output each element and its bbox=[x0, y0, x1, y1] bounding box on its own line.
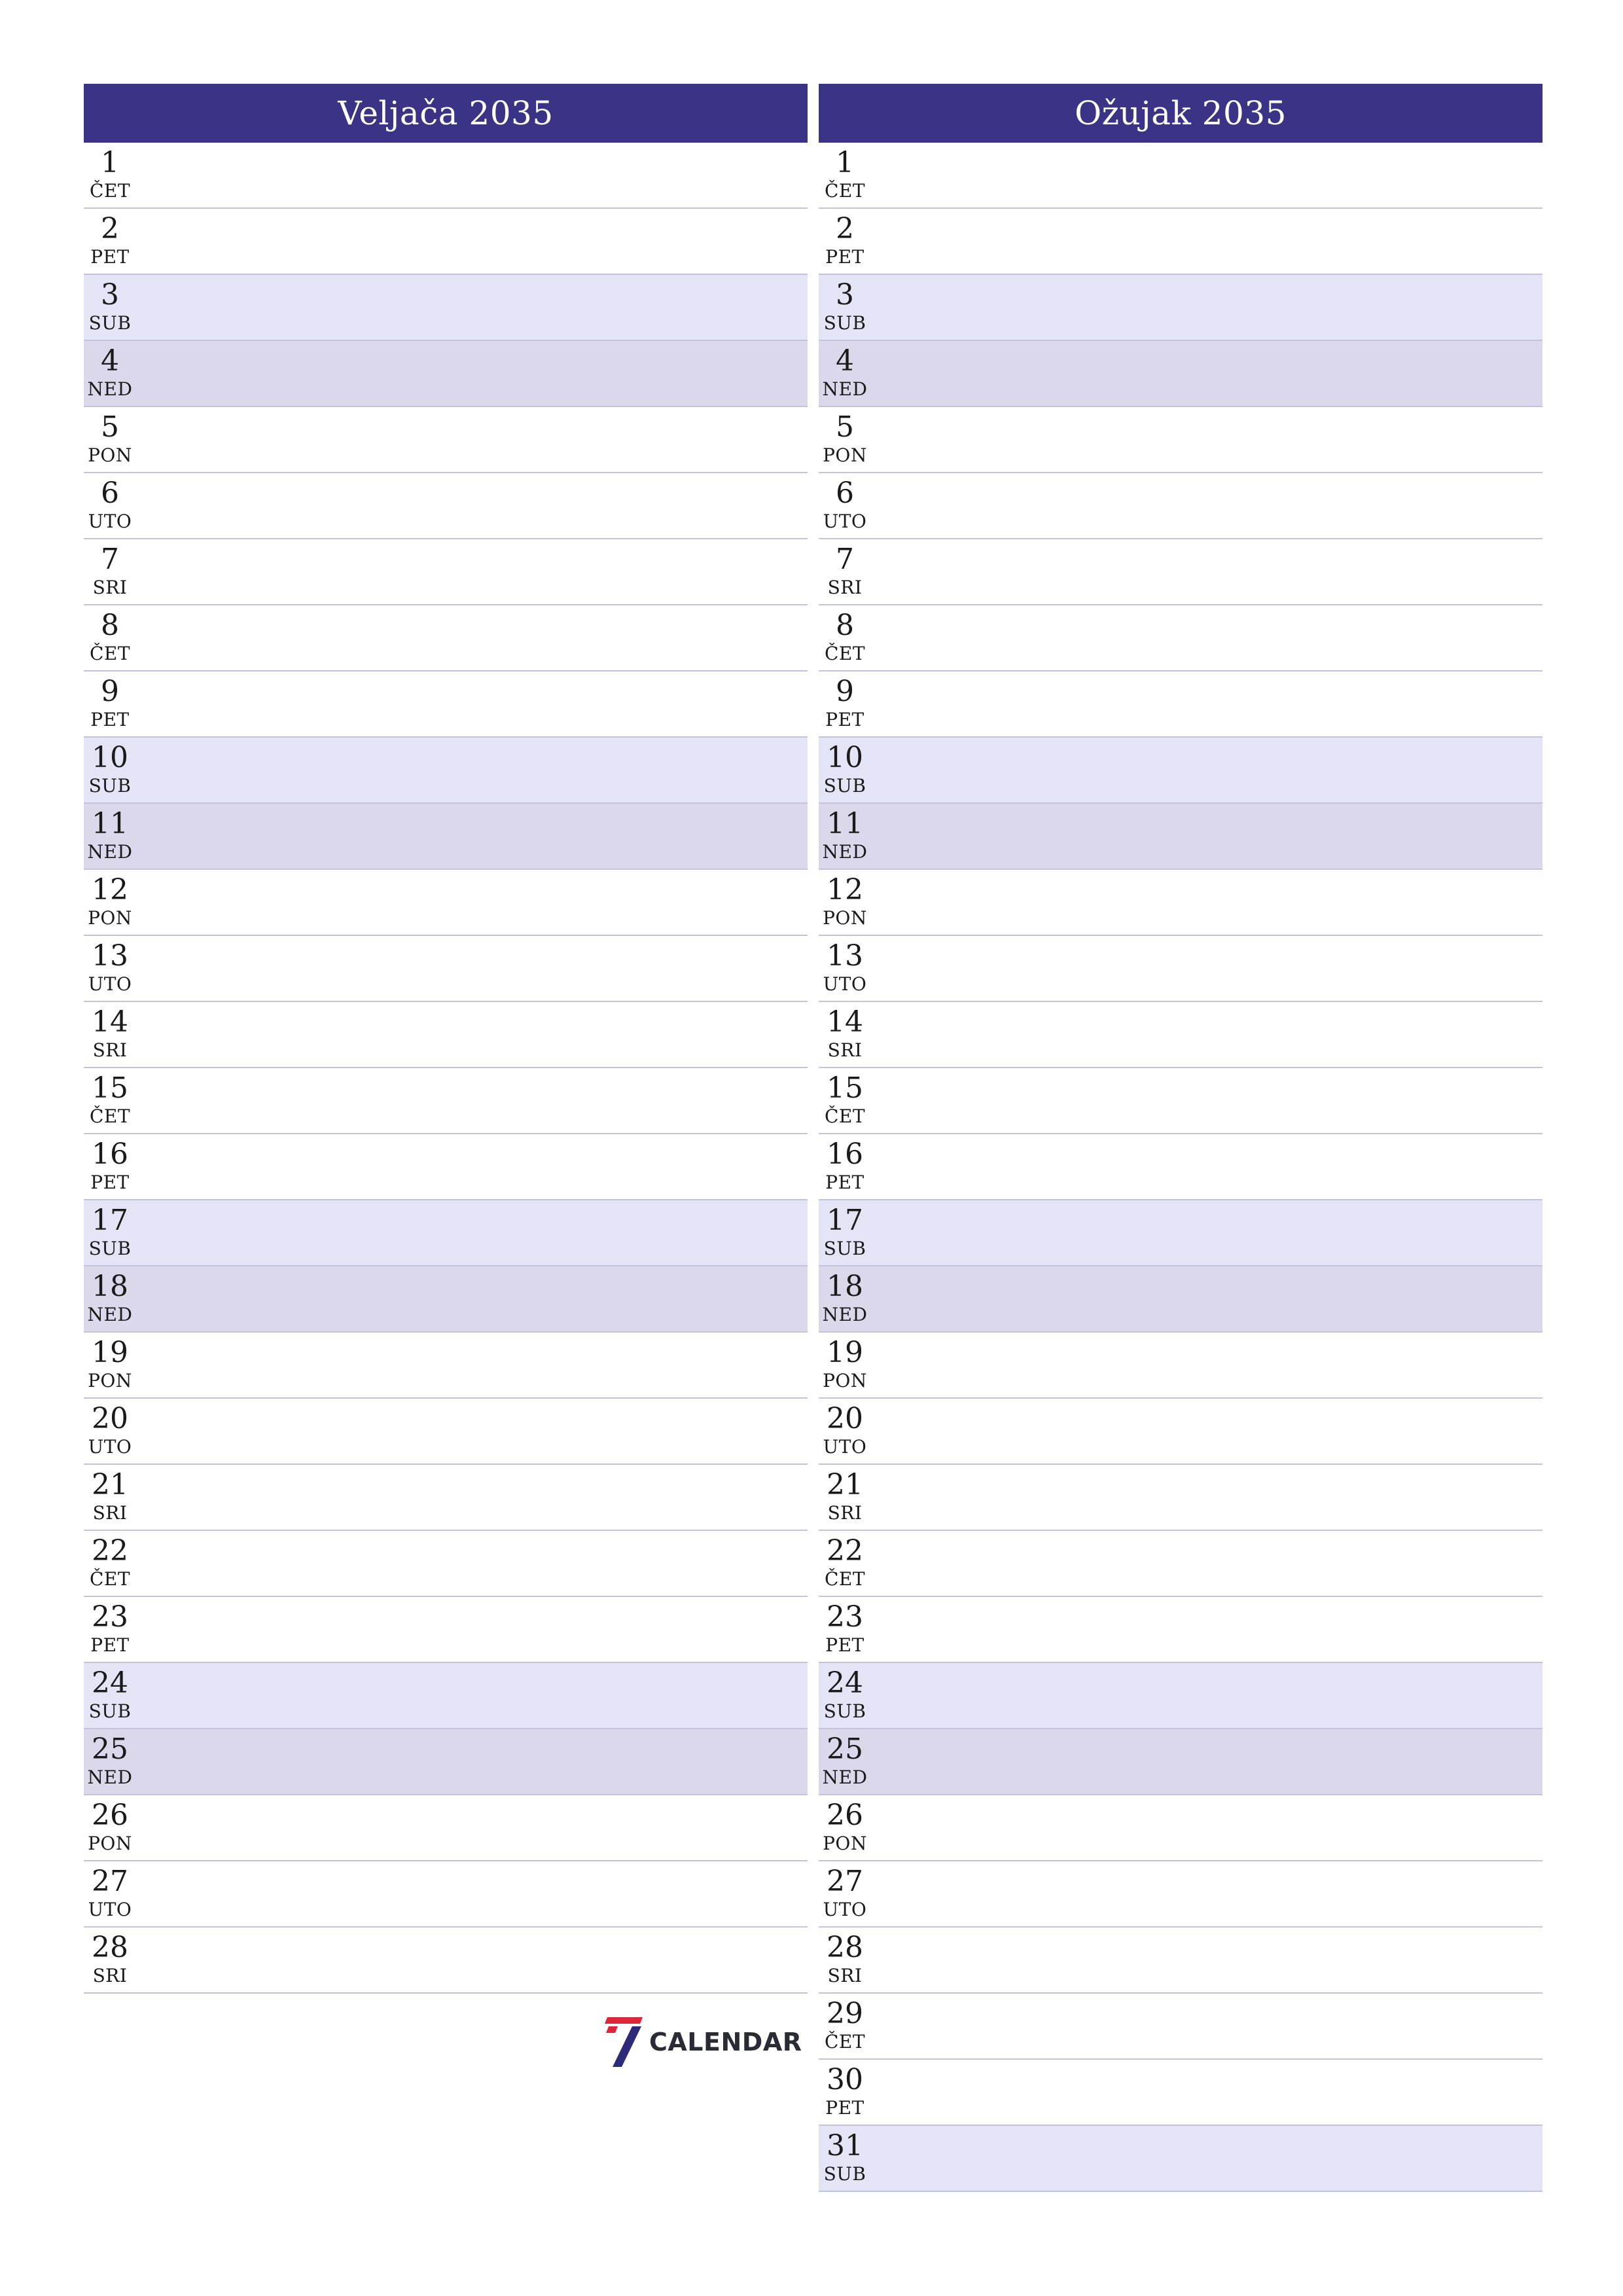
day-row bbox=[819, 1465, 1543, 1531]
day-number: 17 bbox=[92, 1204, 128, 1237]
day-row bbox=[819, 143, 1543, 209]
weekday-label: PON bbox=[88, 444, 132, 466]
weekday-label: ČET bbox=[824, 1568, 866, 1590]
day-row bbox=[84, 1928, 808, 1994]
weekday-label: PON bbox=[88, 907, 132, 929]
weekday-label: SRI bbox=[827, 577, 863, 598]
day-row bbox=[84, 738, 808, 804]
day-number: 28 bbox=[827, 1931, 863, 1964]
day-number: 14 bbox=[827, 1005, 863, 1039]
weekday-label: PON bbox=[88, 1370, 132, 1391]
weekday-label: SUB bbox=[823, 2163, 866, 2185]
day-row bbox=[819, 209, 1543, 275]
weekday-label: SUB bbox=[88, 1238, 132, 1259]
weekday-label: SRI bbox=[827, 1965, 863, 1986]
weekday-label: SUB bbox=[88, 775, 132, 797]
weekday-label: SUB bbox=[823, 1700, 866, 1722]
day-number: 3 bbox=[101, 278, 119, 312]
day-row bbox=[819, 407, 1543, 473]
day-row bbox=[84, 1200, 808, 1266]
day-number: 27 bbox=[92, 1865, 128, 1898]
weekday-label: PON bbox=[823, 907, 867, 929]
weekday-label: NED bbox=[87, 378, 133, 400]
day-row bbox=[84, 143, 808, 209]
weekday-label: SUB bbox=[88, 312, 132, 334]
day-number: 30 bbox=[827, 2063, 863, 2096]
day-row bbox=[819, 1663, 1543, 1729]
weekday-label: NED bbox=[87, 1304, 133, 1325]
seven-mark-icon bbox=[602, 2017, 643, 2067]
weekday-label: UTO bbox=[823, 973, 867, 995]
day-row bbox=[819, 2126, 1543, 2192]
weekday-label: SRI bbox=[92, 577, 128, 598]
day-number: 8 bbox=[101, 609, 119, 642]
weekday-label: PET bbox=[825, 1634, 865, 1656]
weekday-label: PON bbox=[823, 1370, 867, 1391]
month-march bbox=[819, 84, 1543, 2192]
day-number: 3 bbox=[836, 278, 854, 312]
day-number: 10 bbox=[827, 741, 863, 774]
day-number: 18 bbox=[827, 1270, 863, 1303]
day-number: 15 bbox=[827, 1071, 863, 1105]
weekday-label: ČET bbox=[824, 180, 866, 202]
weekday-label: NED bbox=[822, 378, 868, 400]
weekday-label: SRI bbox=[92, 1502, 128, 1524]
day-row bbox=[84, 1266, 808, 1333]
weekday-label: PET bbox=[825, 1172, 865, 1193]
day-number: 11 bbox=[92, 807, 128, 840]
day-row bbox=[819, 1729, 1543, 1795]
day-row bbox=[819, 1994, 1543, 2060]
weekday-label: SUB bbox=[823, 1238, 866, 1259]
day-number: 16 bbox=[827, 1138, 863, 1171]
day-row bbox=[819, 1531, 1543, 1597]
weekday-label: UTO bbox=[823, 1899, 867, 1920]
day-number: 31 bbox=[827, 2129, 863, 2162]
weekday-label: PON bbox=[88, 1833, 132, 1854]
day-number: 8 bbox=[836, 609, 854, 642]
day-row bbox=[84, 1729, 808, 1795]
day-number: 7 bbox=[101, 543, 119, 576]
day-row bbox=[819, 341, 1543, 407]
weekday-label: SUB bbox=[88, 1700, 132, 1722]
weekday-label: UTO bbox=[88, 973, 132, 995]
weekday-label: PET bbox=[825, 246, 865, 268]
day-number: 20 bbox=[92, 1402, 128, 1435]
day-number: 23 bbox=[92, 1600, 128, 1634]
weekday-label: NED bbox=[822, 1304, 868, 1325]
day-row bbox=[84, 341, 808, 407]
day-number: 12 bbox=[827, 873, 863, 906]
day-number: 1 bbox=[101, 146, 119, 179]
day-number: 1 bbox=[836, 146, 854, 179]
month-title: Veljača 2035 bbox=[84, 84, 808, 143]
day-number: 2 bbox=[836, 212, 854, 245]
day-row bbox=[84, 1002, 808, 1068]
weekday-label: NED bbox=[822, 1767, 868, 1788]
weekday-label: UTO bbox=[88, 1899, 132, 1920]
day-row bbox=[819, 275, 1543, 341]
day-row bbox=[819, 2060, 1543, 2126]
day-number: 25 bbox=[827, 1732, 863, 1766]
day-number: 22 bbox=[827, 1534, 863, 1568]
day-row bbox=[84, 407, 808, 473]
day-row bbox=[84, 275, 808, 341]
day-number: 22 bbox=[92, 1534, 128, 1568]
day-row bbox=[819, 539, 1543, 605]
weekday-label: UTO bbox=[88, 511, 132, 532]
weekday-label: PET bbox=[825, 2097, 865, 2119]
weekday-label: ČET bbox=[824, 643, 866, 664]
weekday-label: ČET bbox=[824, 1105, 866, 1127]
month-title: Ožujak 2035 bbox=[819, 84, 1543, 143]
day-number: 13 bbox=[827, 939, 863, 973]
day-row bbox=[819, 1928, 1543, 1994]
day-row bbox=[84, 936, 808, 1002]
day-number: 21 bbox=[92, 1468, 128, 1501]
day-row bbox=[84, 1531, 808, 1597]
weekday-label: UTO bbox=[823, 1436, 867, 1458]
day-row bbox=[84, 1861, 808, 1928]
day-number: 11 bbox=[827, 807, 863, 840]
day-row bbox=[84, 1795, 808, 1861]
day-number: 17 bbox=[827, 1204, 863, 1237]
weekday-label: PET bbox=[825, 709, 865, 730]
day-row bbox=[819, 738, 1543, 804]
day-row bbox=[84, 870, 808, 936]
weekday-label: ČET bbox=[824, 2031, 866, 2053]
day-row bbox=[84, 1597, 808, 1663]
day-row bbox=[819, 672, 1543, 738]
day-row bbox=[84, 672, 808, 738]
day-row bbox=[84, 605, 808, 672]
day-row bbox=[819, 1200, 1543, 1266]
day-number: 18 bbox=[92, 1270, 128, 1303]
day-number: 20 bbox=[827, 1402, 863, 1435]
day-row bbox=[819, 1333, 1543, 1399]
day-number: 25 bbox=[92, 1732, 128, 1766]
weekday-label: ČET bbox=[89, 1568, 131, 1590]
weekday-label: ČET bbox=[89, 1105, 131, 1127]
day-row bbox=[819, 870, 1543, 936]
day-row bbox=[819, 804, 1543, 870]
weekday-label: PET bbox=[90, 246, 130, 268]
weekday-label: SRI bbox=[92, 1965, 128, 1986]
day-row bbox=[84, 473, 808, 539]
day-number: 29 bbox=[827, 1997, 863, 2030]
day-number: 21 bbox=[827, 1468, 863, 1501]
day-row bbox=[819, 1266, 1543, 1333]
day-row bbox=[819, 1002, 1543, 1068]
weekday-label: PON bbox=[823, 1833, 867, 1854]
day-row bbox=[84, 1068, 808, 1134]
logo bbox=[602, 2017, 802, 2067]
day-row bbox=[819, 1399, 1543, 1465]
day-row bbox=[819, 1861, 1543, 1928]
day-row bbox=[84, 209, 808, 275]
day-number: 19 bbox=[827, 1336, 863, 1369]
day-row bbox=[819, 1068, 1543, 1134]
day-number: 5 bbox=[101, 410, 119, 444]
day-number: 28 bbox=[92, 1931, 128, 1964]
day-number: 4 bbox=[101, 344, 119, 378]
day-number: 23 bbox=[827, 1600, 863, 1634]
day-number: 6 bbox=[101, 476, 119, 510]
day-number: 14 bbox=[92, 1005, 128, 1039]
day-number: 27 bbox=[827, 1865, 863, 1898]
day-number: 12 bbox=[92, 873, 128, 906]
weekday-label: NED bbox=[87, 1767, 133, 1788]
day-number: 16 bbox=[92, 1138, 128, 1171]
day-number: 24 bbox=[92, 1666, 128, 1700]
month-february bbox=[84, 84, 808, 1994]
weekday-label: SUB bbox=[823, 312, 866, 334]
weekday-label: SUB bbox=[823, 775, 866, 797]
day-number: 24 bbox=[827, 1666, 863, 1700]
weekday-label: UTO bbox=[88, 1436, 132, 1458]
weekday-label: ČET bbox=[89, 180, 131, 202]
day-row bbox=[84, 1465, 808, 1531]
weekday-label: SRI bbox=[92, 1039, 128, 1061]
day-row bbox=[819, 473, 1543, 539]
weekday-label: UTO bbox=[823, 511, 867, 532]
logo-text: CALENDAR bbox=[649, 2028, 802, 2056]
day-row bbox=[819, 605, 1543, 672]
day-row bbox=[819, 936, 1543, 1002]
day-number: 26 bbox=[827, 1799, 863, 1832]
day-row bbox=[84, 804, 808, 870]
day-list bbox=[84, 143, 808, 1994]
day-number: 15 bbox=[92, 1071, 128, 1105]
weekday-label: PET bbox=[90, 709, 130, 730]
day-row bbox=[819, 1134, 1543, 1200]
day-row bbox=[84, 539, 808, 605]
day-number: 6 bbox=[836, 476, 854, 510]
weekday-label: PET bbox=[90, 1172, 130, 1193]
day-number: 26 bbox=[92, 1799, 128, 1832]
day-number: 4 bbox=[836, 344, 854, 378]
day-row bbox=[819, 1795, 1543, 1861]
day-row bbox=[819, 1597, 1543, 1663]
day-row bbox=[84, 1399, 808, 1465]
weekday-label: ČET bbox=[89, 643, 131, 664]
weekday-label: PET bbox=[90, 1634, 130, 1656]
day-number: 9 bbox=[836, 675, 854, 708]
day-number: 13 bbox=[92, 939, 128, 973]
day-row bbox=[84, 1663, 808, 1729]
weekday-label: SRI bbox=[827, 1039, 863, 1061]
day-number: 5 bbox=[836, 410, 854, 444]
day-number: 9 bbox=[101, 675, 119, 708]
weekday-label: PON bbox=[823, 444, 867, 466]
weekday-label: NED bbox=[822, 841, 868, 863]
day-number: 2 bbox=[101, 212, 119, 245]
day-row bbox=[84, 1333, 808, 1399]
weekday-label: SRI bbox=[827, 1502, 863, 1524]
day-number: 19 bbox=[92, 1336, 128, 1369]
day-number: 7 bbox=[836, 543, 854, 576]
day-row bbox=[84, 1134, 808, 1200]
day-list bbox=[819, 143, 1543, 2192]
day-number: 10 bbox=[92, 741, 128, 774]
weekday-label: NED bbox=[87, 841, 133, 863]
